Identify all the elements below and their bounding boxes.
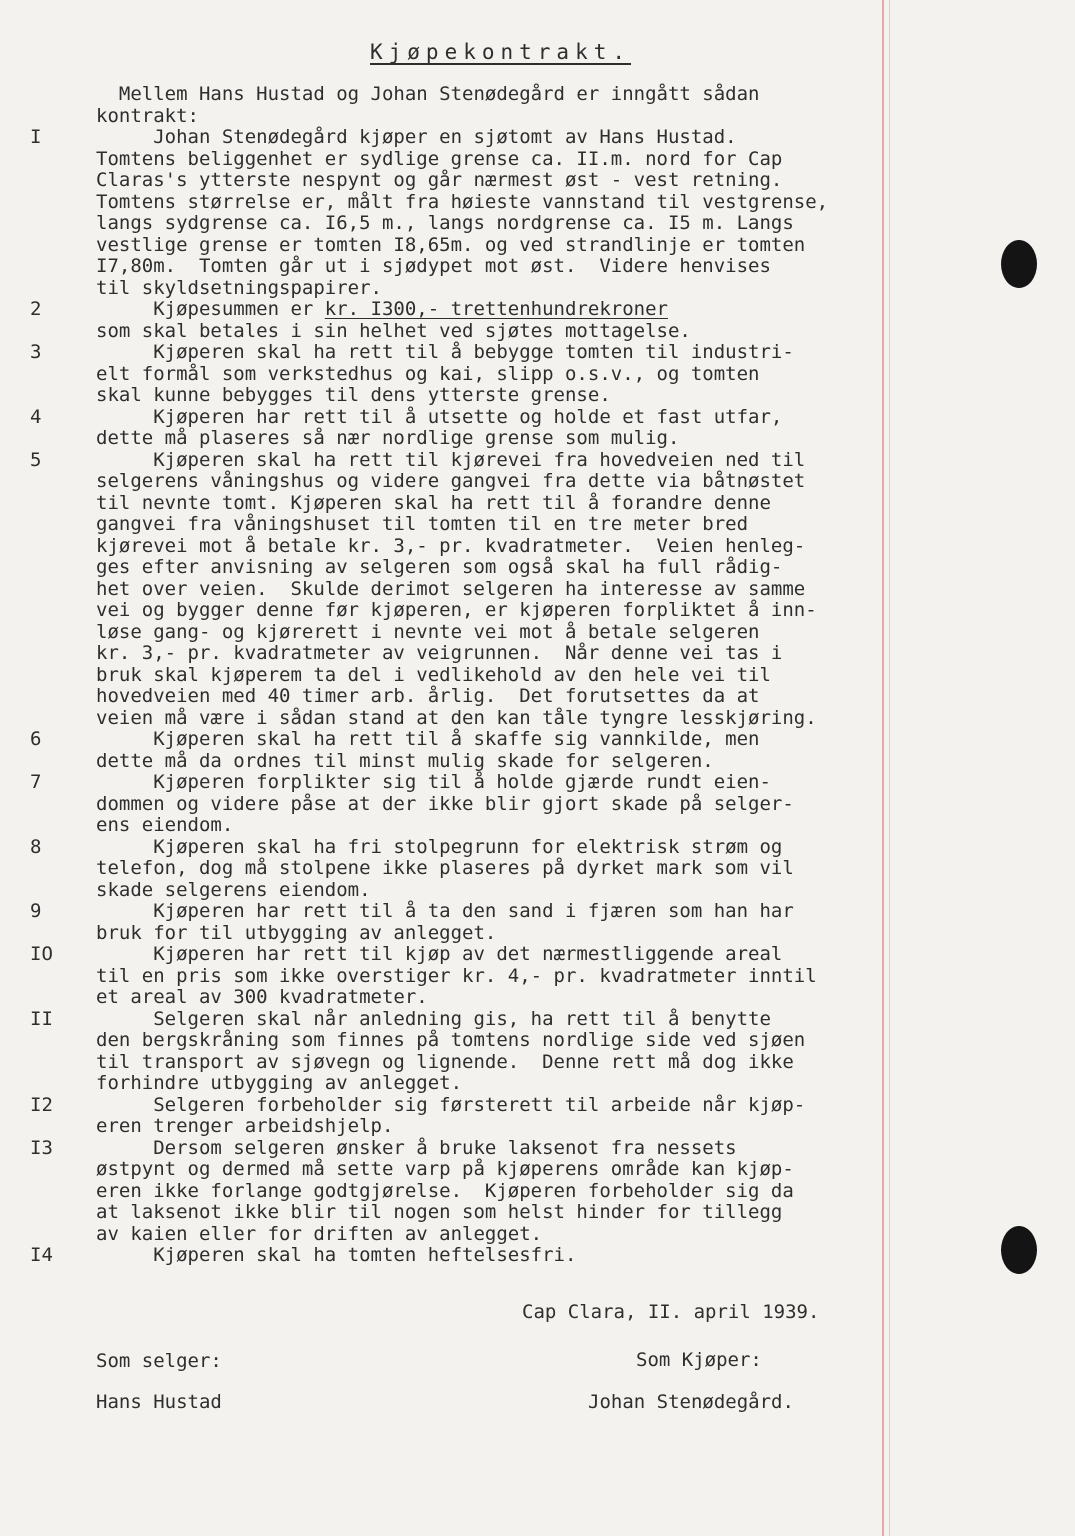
clause-number: I3: [30, 1136, 53, 1159]
seller-label: Som selger:: [96, 1350, 222, 1372]
line-text: Kjøperen skal ha tomten heftelsesfri.: [96, 1244, 577, 1266]
text-line: [96, 1052, 896, 1074]
text-line: [96, 471, 896, 493]
place-date: Cap Clara, II. april 1939.: [522, 1301, 820, 1323]
line-text: gangvei fra våningshuset til tomten til en tre meter bred: [96, 513, 749, 535]
text-line: [96, 665, 896, 687]
buyer-label: Som Kjøper:: [636, 1349, 762, 1371]
line-text: Selgeren skal når anledning gis, ha rett til å benytte: [96, 1007, 771, 1030]
line-text: vestlige grense er tomten I8,65m. og ved strandlinje er tomten: [96, 233, 806, 256]
text-line: [96, 643, 896, 665]
line-text: til transport av sjøvegn og lignende. Denne rett må dog ikke: [96, 1050, 794, 1073]
text-line: [96, 622, 896, 644]
line-text: Kjøperen har rett til å utsette og holde et fast utfar,: [96, 405, 783, 428]
line-text: het over veien. Skulde derimot selgeren ha interesse av samme: [96, 577, 806, 600]
text-line: [30, 126, 896, 149]
line-text: Kjøperen har rett til kjøp av det nærmestliggende areal: [96, 943, 783, 965]
line-text: Kjøperen skal ha rett til kjørevei fra hovedveien ned til: [96, 448, 806, 471]
text-line: [96, 1181, 896, 1203]
line-text: vei og bygger denne før kjøperen, er kjøperen forpliktet å inn-: [96, 599, 817, 621]
line-text: I7,80m. Tomten går ut i sjødypet mot øst. Videre henvises: [96, 255, 771, 277]
line-text: til en pris som ikke overstiger kr. 4,- pr. kvadratmeter inntil: [96, 964, 817, 987]
text-line: [96, 364, 896, 386]
line-text: bruk for til utbygging av anlegget.: [96, 921, 497, 944]
line-text: løse gang- og kjørerett i nevnte vei mot å betale selgeren: [96, 620, 760, 643]
line-text: bruk skal kjøperem ta del i vedlikehold av den hele vei til: [96, 663, 771, 686]
line-text: Kjøperen skal ha rett til å bebygge tomten til industri-: [96, 341, 794, 363]
line-text: Kjøperen skal ha rett til å skaffe sig vannkilde, men: [96, 728, 760, 750]
line-text: Kjøperen har rett til å ta den sand i fjæren som han har: [96, 900, 794, 922]
line-text: kjørevei mot å betale kr. 3,- pr. kvadratmeter. Veien henleg-: [96, 534, 806, 557]
line-text: skal kunne bebygges til dens ytterste grense.: [96, 384, 611, 406]
line-text: som skal betales i sin helhet ved sjøtes mottagelse.: [96, 319, 691, 342]
line-text: forhindre utbygging av anlegget.: [96, 1072, 463, 1094]
text-line: [96, 321, 896, 343]
text-line: [96, 579, 896, 601]
text-line: [96, 106, 896, 128]
line-text: elt formål som verkstedhus og kai, slipp o.s.v., og tomten: [96, 362, 760, 385]
line-text: til nevnte tomt. Kjøperen skal ha rett til å forandre denne: [96, 491, 771, 514]
line-text: Johan Stenødegård kjøper en sjøtomt av Hans Hustad.: [96, 126, 737, 148]
text-line: [30, 900, 896, 923]
text-line: [96, 278, 896, 300]
line-text: dommen og videre påse at der ikke blir gjort skade på selger-: [96, 792, 794, 815]
line-text: Tomtens beliggenhet er sydlige grense ca. II.m. nord for Cap: [96, 147, 783, 170]
text-line: [96, 600, 896, 622]
line-text: Tomtens størrelse er, målt fra høieste vannstand til vestgrense,: [96, 190, 829, 213]
line-text: Kjøpesummen er: [96, 298, 325, 320]
clause-number: 8: [30, 835, 42, 858]
text-line: [30, 448, 896, 472]
text-line: [96, 536, 896, 558]
line-text: veien må være i sådan stand at den kan tåle tyngre lesskjøring.: [96, 706, 817, 729]
line-text: eren ikke forlange godtgjørelse. Kjøperen forbeholder sig da: [96, 1179, 794, 1202]
text-line: [30, 771, 896, 794]
line-text: telefon, dog må stolpene ikke plaseres på dyrket mark som vil: [96, 857, 794, 879]
line-text: selgerens våningshus og videre gangvei fra dette via båtnøstet: [96, 470, 806, 492]
text-line: [30, 1136, 896, 1160]
text-line: [96, 880, 896, 902]
text-line: [96, 192, 896, 214]
text-line: [96, 1224, 896, 1246]
underlined-amount: kr. I300,- trettenhundrekroner: [324, 298, 668, 320]
text-line: [96, 493, 896, 515]
clause-number: 3: [30, 341, 42, 363]
text-line: [30, 341, 896, 364]
text-line: [96, 1202, 896, 1224]
line-text: av kaien eller for driften av anlegget.: [96, 1222, 543, 1245]
clause-number: 5: [30, 448, 42, 471]
text-line: [96, 815, 896, 837]
clause-number: II: [30, 1007, 53, 1030]
text-line: [30, 1093, 896, 1117]
punch-hole-bottom: [1001, 1226, 1037, 1274]
punch-hole-top: [1001, 240, 1037, 288]
buyer-signature: Johan Stenødegård.: [588, 1391, 794, 1413]
text-line: [30, 728, 896, 751]
line-text: Dersom selgeren ønsker å bruke laksenot fra nessets: [96, 1136, 737, 1159]
text-line: [96, 1116, 896, 1138]
clause-number: 4: [30, 405, 42, 428]
clause-number: 9: [30, 900, 42, 922]
text-line: [30, 405, 896, 429]
text-line: [96, 858, 896, 880]
clause-number: 7: [30, 771, 42, 793]
text-line: [30, 835, 896, 859]
text-line: [96, 1073, 896, 1095]
line-text: ens eiendom.: [96, 814, 234, 836]
text-line: [96, 686, 896, 708]
text-line: [96, 923, 896, 945]
clause-number: 2: [30, 298, 42, 320]
line-text: eren trenger arbeidshjelp.: [96, 1115, 394, 1137]
line-text: at laksenot ikke blir til nogen som helst hinder for tillegg: [96, 1201, 783, 1223]
line-text: dette må da ordnes til minst mulig skade for selgeren.: [96, 749, 714, 772]
clause-number: I: [30, 126, 42, 148]
line-text: ges efter anvisning av selgeren som også skal ha full rådig-: [96, 556, 783, 578]
line-text: til skyldsetningspapirer.: [96, 276, 382, 299]
clause-number: I2: [30, 1093, 53, 1116]
contract-body: [30, 83, 896, 1267]
line-text: Mellem Hans Hustad og Johan Stenødegård er inngått sådan: [96, 83, 760, 105]
clause-number: IO: [30, 943, 53, 965]
text-line: [96, 966, 896, 988]
text-line: [96, 385, 896, 407]
line-text: den bergskråning som finnes på tomtens nordlige side ved sjøen: [96, 1029, 806, 1051]
text-line: [96, 557, 896, 579]
text-line: [30, 943, 896, 966]
text-line: [96, 794, 896, 816]
text-line: [96, 84, 896, 106]
line-text: skade selgerens eiendom.: [96, 878, 371, 901]
document-title: Kjøpekontrakt.: [370, 40, 632, 64]
text-line: [30, 1007, 896, 1031]
text-line: [96, 428, 896, 450]
line-text: kr. 3,- pr. kvadratmeter av veigrunnen. Når denne vei tas i: [96, 642, 783, 664]
text-line: [96, 235, 896, 257]
text-line: [96, 1030, 896, 1052]
line-text: østpynt og dermed må sette varp på kjøperens område kan kjøp-: [96, 1158, 794, 1180]
text-line: [96, 751, 896, 773]
text-line: [30, 1244, 896, 1267]
text-line: [96, 708, 896, 730]
clause-number: 6: [30, 728, 42, 750]
line-text: kontrakt:: [96, 104, 199, 127]
text-line: [30, 298, 896, 321]
clause-number: I4: [30, 1244, 53, 1266]
line-text: Kjøperen skal ha fri stolpegrunn for elektrisk strøm og: [96, 835, 783, 858]
line-text: hovedveien med 40 timer arb. årlig. Det forutsettes da at: [96, 685, 760, 707]
text-line: [96, 987, 896, 1009]
line-text: et areal av 300 kvadratmeter.: [96, 986, 428, 1008]
text-line: [96, 170, 896, 192]
text-line: [96, 149, 896, 171]
text-line: [96, 256, 896, 278]
line-text: langs sydgrense ca. I6,5 m., langs nordgrense ca. I5 m. Langs: [96, 212, 794, 234]
line-text: dette må plaseres så nær nordlige grense som mulig.: [96, 427, 680, 449]
line-text: Claras's ytterste nespynt og går nærmest øst - vest retning.: [96, 169, 783, 191]
line-text: Kjøperen forplikter sig til å holde gjærde rundt eien-: [96, 771, 771, 793]
text-line: [96, 1159, 896, 1181]
seller-signature: Hans Hustad: [96, 1391, 222, 1413]
text-line: [96, 213, 896, 235]
text-line: [96, 514, 896, 536]
line-text: Selgeren forbeholder sig førsterett til arbeide når kjøp-: [96, 1093, 806, 1116]
